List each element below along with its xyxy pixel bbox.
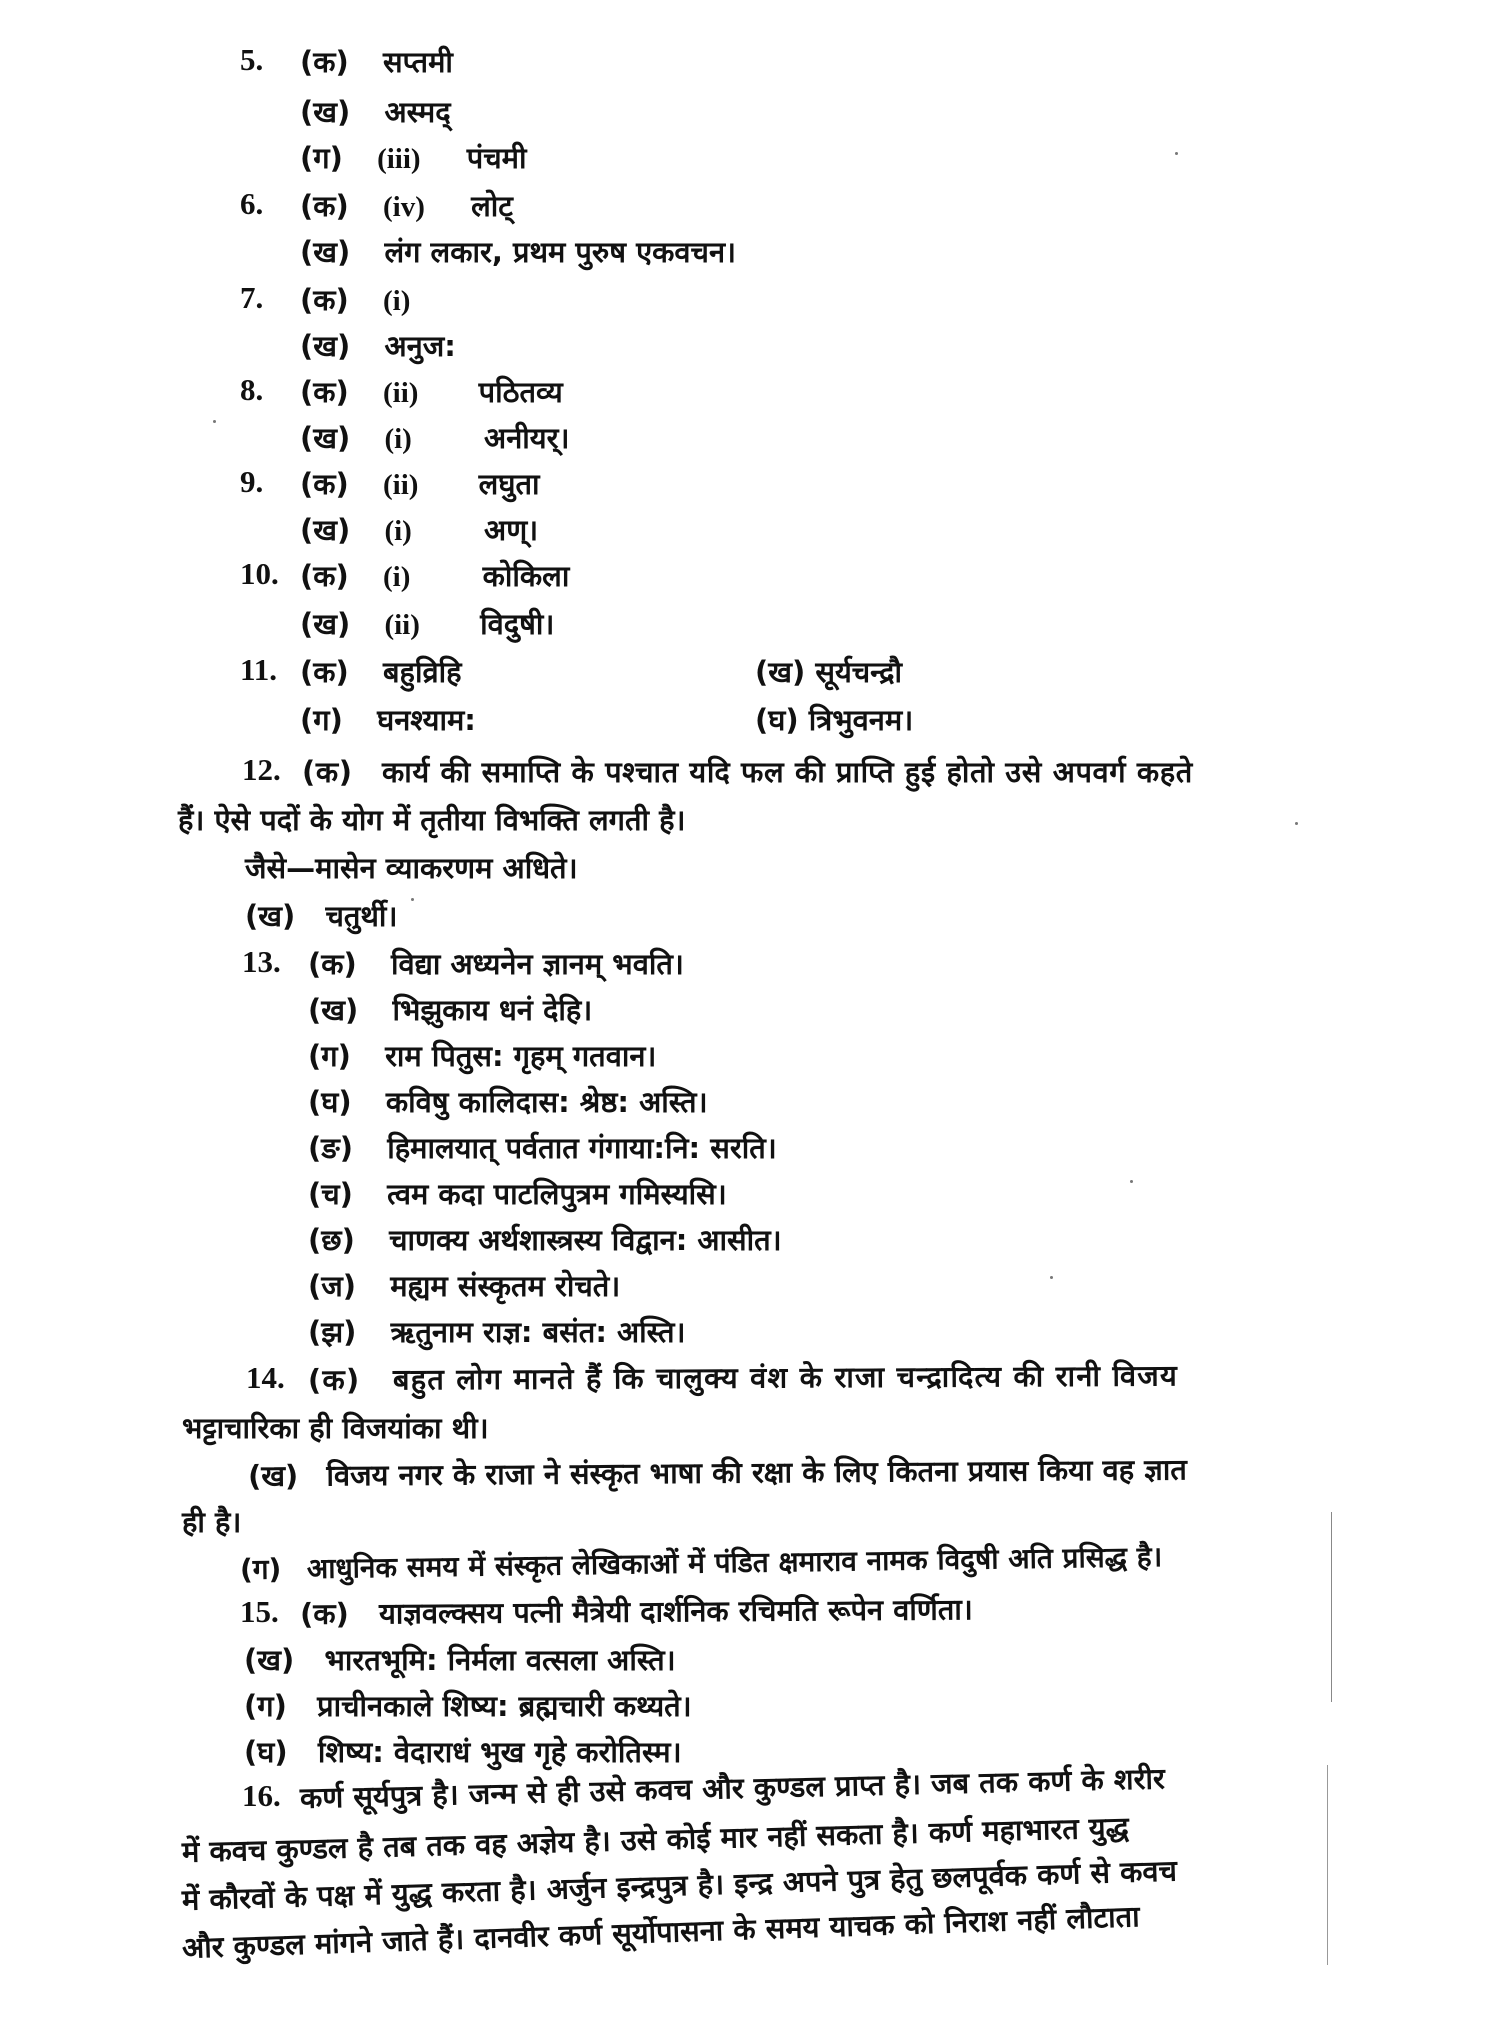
sub-label: (ज) — [308, 1269, 357, 1303]
sub-label: (ख) — [300, 607, 351, 641]
sub-label: (झ) — [308, 1315, 357, 1349]
option-numeral: (i) — [383, 561, 411, 593]
answer-text: मह्यम संस्कृतम रोचते। — [390, 1269, 621, 1303]
option-numeral: (ii) — [383, 469, 419, 501]
scan-margin-line — [1331, 1512, 1332, 1702]
answer-q13-item — [308, 1220, 782, 1260]
answer-q10-ka — [300, 556, 569, 597]
answer-q13-item — [308, 1266, 620, 1306]
answer-text: आधुनिक समय में संस्कृत लेखिकाओं में पंडित क्षमाराव नामक विदुषी अति प्रसिद्ध है। — [306, 1540, 1163, 1586]
scan-speck — [1295, 822, 1298, 825]
answer-q13-item — [308, 1036, 656, 1076]
answer-text: हिमालयात् पर्वतात गंगाया:नि: सरति। — [387, 1131, 777, 1165]
answer-text: विद्या अध्यनेन ज्ञानम् भवति। — [391, 947, 684, 981]
answer-q8-kha — [300, 418, 569, 459]
sub-label: (ग) — [308, 1039, 351, 1073]
answer-q14-kha-line1 — [248, 1449, 1187, 1496]
question-number: 12. — [242, 752, 281, 787]
answer-text: घनश्याम: — [377, 703, 476, 737]
answer-text: लघुता — [478, 467, 540, 501]
answer-q13-item — [308, 1082, 708, 1122]
answer-q5-ka — [300, 42, 453, 82]
answer-text: बहुव्रिहि — [383, 655, 462, 689]
answer-text: भिझुकाय धनं देहि। — [392, 993, 593, 1027]
answer-q6-kha — [300, 232, 736, 272]
sub-label: (क) — [300, 467, 349, 501]
scan-speck — [1130, 1180, 1133, 1183]
answer-q16-line: कर्ण सूर्यपुत्र है। जन्म से ही उसे कवच और कुण्डल प्राप्त है। जब तक कर्ण के शरीर — [299, 1761, 1166, 1815]
answer-text: प्राचीनकाले शिष्य: ब्रह्मचारी कथ्यते। — [317, 1689, 692, 1723]
answer-q13-item — [308, 1174, 727, 1214]
answer-q15-item — [244, 1640, 676, 1680]
answer-text: अनुज: — [384, 329, 456, 363]
sub-label: (क) — [300, 283, 349, 317]
answer-q12-kha — [245, 896, 397, 936]
option-numeral: (iii) — [377, 143, 421, 175]
sub-label: (क) — [300, 655, 349, 689]
sub-label: (ख) — [755, 655, 806, 689]
question-number: 9. — [240, 464, 264, 499]
question-number: 7. — [240, 280, 264, 315]
sub-label: (ख) — [300, 95, 351, 129]
answer-text: त्वम कदा पाटलिपुत्रम गमिस्यसि। — [387, 1177, 727, 1211]
answer-q5-ga — [300, 138, 527, 179]
sub-label: (ख) — [300, 235, 351, 269]
scan-speck — [1050, 1276, 1053, 1279]
option-numeral: (i) — [384, 515, 412, 547]
answer-text: चाणक्य अर्थशास्त्रस्य विद्वान: आसीत। — [389, 1223, 782, 1257]
answer-q12-ka-line2: हैं। ऐसे पदों के योग में तृतीया विभक्ति लगती है। — [178, 803, 686, 837]
answer-q13-item — [308, 1312, 685, 1352]
answer-q9-kha — [300, 510, 538, 551]
sub-label: (ख) — [247, 1458, 299, 1493]
sub-label: (क) — [300, 189, 349, 223]
answer-text: बहुत लोग मानते हैं कि चालुक्य वंश के राजा चन्द्रादित्य की रानी विजय — [392, 1358, 1179, 1397]
answer-text: विदुषी। — [480, 607, 555, 641]
sub-label: (ख) — [300, 513, 351, 547]
sub-label: (ङ) — [308, 1131, 353, 1165]
answer-text: सूर्यचन्द्रौ — [815, 655, 903, 689]
sub-label: (ग) — [239, 1552, 282, 1586]
sub-label: (क) — [299, 1596, 349, 1631]
answer-q11-ka — [300, 652, 462, 692]
answer-q9-ka — [300, 464, 540, 505]
sub-label: (घ) — [755, 703, 799, 737]
answer-text: शिष्य: वेदाराधं भुख गृहे करोतिस्म। — [317, 1735, 682, 1769]
sub-label: (क) — [300, 45, 349, 79]
answer-q10-kha — [300, 604, 554, 645]
sub-label: (क) — [307, 1362, 361, 1397]
option-numeral: (i) — [384, 423, 412, 455]
question-number: 13. — [242, 944, 281, 979]
answer-q14-ka-line1 — [308, 1355, 1178, 1400]
sub-label: (घ) — [244, 1735, 288, 1769]
scan-speck — [213, 420, 216, 423]
answer-q11-gha — [755, 700, 913, 740]
answer-text: अण्। — [484, 513, 539, 547]
answer-text: भारतभूमि: निर्मला वत्सला अस्ति। — [324, 1643, 676, 1677]
sub-label: (ग) — [300, 703, 343, 737]
answer-q16-line: में कवच कुण्डल है तब तक वह अज्ञेय है। उसे कोई मार नहीं सकता है। कर्ण महाभारत युद्ध — [181, 1810, 1130, 1869]
question-number: 8. — [240, 372, 264, 407]
answer-q14-ka-line2: भट्टाचारिका ही विजयांका थी। — [182, 1411, 489, 1445]
sub-label: (छ) — [308, 1223, 355, 1257]
option-numeral: (iv) — [383, 191, 425, 223]
answer-q16-line: में कौरवों के पक्ष में युद्ध करता है। अर्जुन इन्द्रपुत्र है। इन्द्र अपने पुत्र हेतु छलपूर्वक कर्ण से कवच — [181, 1853, 1178, 1917]
answer-text: चतुर्थी। — [325, 899, 398, 933]
sub-label: (ख) — [308, 993, 359, 1027]
answer-q7-kha — [300, 326, 456, 366]
answer-text: राम पितुस: गृहम् गतवान। — [385, 1039, 657, 1073]
answer-q5-kha — [300, 92, 451, 132]
answer-text: याज्ञवल्क्सय पत्नी मैत्रेयी दार्शनिक रचिमति रूपेन वर्णिता। — [378, 1592, 973, 1631]
answer-q13-item — [308, 990, 592, 1030]
sub-label: (क) — [300, 559, 349, 593]
answer-q13-item — [308, 1128, 777, 1168]
answer-text: सप्तमी — [383, 45, 453, 79]
sub-label: (क) — [300, 375, 349, 409]
answer-text: ऋतुनाम राज्ञ: बसंत: अस्ति। — [390, 1315, 686, 1349]
sub-label: (ख) — [300, 421, 351, 455]
answer-q15-item — [244, 1686, 692, 1726]
answer-q15-item — [300, 1589, 973, 1634]
answer-text: विजय नगर के राजा ने संस्कृत भाषा की रक्षा के लिए कितना प्रयास किया वह ज्ञात — [326, 1452, 1187, 1493]
scan-margin-line — [1327, 1765, 1328, 1965]
answer-text: पंचमी — [466, 141, 527, 175]
sub-label: (क) — [308, 947, 357, 981]
scan-speck — [1175, 152, 1178, 155]
answer-text: पठितव्य — [478, 375, 563, 409]
answer-q15-item — [244, 1732, 682, 1772]
scan-speck — [411, 898, 414, 901]
question-number: 5. — [240, 42, 264, 77]
answer-text: कविषु कालिदास: श्रेष्ठ: अस्ति। — [385, 1085, 708, 1119]
sub-label: (ग) — [244, 1689, 287, 1723]
question-number: 14. — [246, 1360, 285, 1395]
sub-label: (ख) — [244, 1643, 295, 1677]
answer-text: लोट् — [471, 189, 513, 223]
question-number: 11. — [240, 652, 278, 687]
answer-q16-line: और कुण्डल मांगने जाते हैं। दानवीर कर्ण सूर्योपासना के समय याचक को निराश नहीं लौटाता — [181, 1899, 1141, 1965]
answer-q14-kha-line2: ही है। — [182, 1505, 242, 1539]
sub-label: (क) — [302, 755, 353, 789]
answer-q11-ga — [300, 700, 476, 740]
answer-q13-item — [308, 944, 684, 984]
answer-text: लंग लकार, प्रथम पुरुष एकवचन। — [384, 235, 737, 269]
option-numeral: (ii) — [383, 377, 419, 409]
option-numeral: (i) — [383, 285, 411, 317]
sub-label: (ख) — [245, 899, 296, 933]
answer-text: अस्मद् — [384, 95, 451, 129]
answer-text: कोकिला — [482, 559, 570, 593]
answer-q6-ka — [300, 186, 513, 227]
sub-label: (च) — [308, 1177, 353, 1211]
answer-text: त्रिभुवनम। — [808, 703, 914, 737]
answer-text: कार्य की समाप्ति के पश्चात यदि फल की प्राप्ति हुई होतो उसे अपवर्ग कहते — [382, 755, 1193, 789]
question-number: 6. — [240, 186, 264, 221]
question-number: 10. — [240, 556, 279, 591]
question-number: 15. — [240, 1594, 279, 1629]
sub-label: (ख) — [300, 329, 351, 363]
answer-q7-ka — [300, 280, 410, 321]
sub-label: (ग) — [300, 141, 343, 175]
answer-q14-ga — [240, 1537, 1163, 1590]
answer-q12-example: जैसे—मासेन व्याकरणम अधिते। — [245, 851, 578, 885]
question-number: 16. — [242, 1778, 281, 1813]
answer-text: अनीयर्। — [484, 421, 570, 455]
answer-q12-ka-line1 — [302, 752, 1193, 792]
sub-label: (घ) — [308, 1085, 352, 1119]
answer-q11-kha — [755, 652, 902, 692]
option-numeral: (ii) — [384, 609, 420, 641]
answer-q8-ka — [300, 372, 563, 413]
